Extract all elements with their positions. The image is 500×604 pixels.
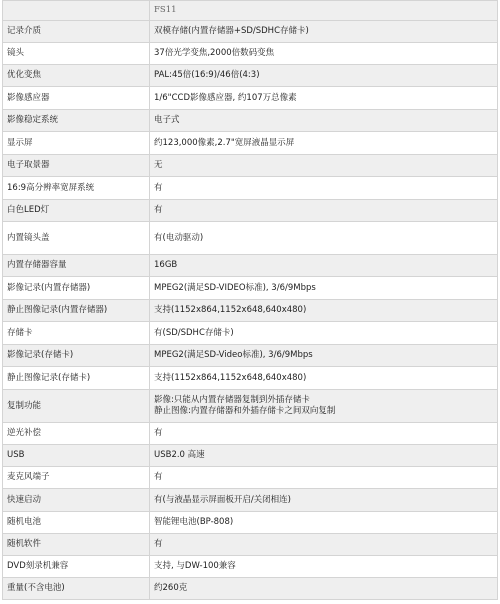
spec-value-line: 支持, 与DW-100兼容: [154, 561, 236, 571]
spec-value: [150, 578, 498, 600]
spec-value: [150, 300, 498, 322]
spec-value-line: 16GB: [154, 260, 178, 270]
spec-value: [150, 277, 498, 300]
spec-value: [150, 222, 498, 255]
spec-value-line: 有: [154, 428, 163, 438]
spec-value: [150, 21, 498, 43]
spec-row: [3, 578, 498, 600]
spec-value-line: 无: [154, 160, 163, 170]
spec-row: [3, 65, 498, 87]
spec-label: 影像记录(存储卡): [3, 345, 150, 367]
spec-row: [3, 21, 498, 43]
spec-row: [3, 177, 498, 200]
spec-value-line: 有: [154, 539, 163, 549]
spec-value-line: 电子式: [154, 115, 180, 125]
spec-value-line: 有(SD/SDHC存储卡): [154, 327, 234, 338]
spec-value: [150, 200, 498, 222]
spec-value-line: USB2.0 高速: [154, 450, 205, 460]
spec-label: USB: [3, 445, 150, 467]
spec-row: [3, 110, 498, 132]
spec-label: 优化变焦: [3, 65, 150, 87]
spec-value-line: MPEG2(满足SD-Video标准), 3/6/9Mbps: [154, 350, 313, 360]
spec-row: [3, 512, 498, 534]
spec-value: [150, 423, 498, 445]
spec-row: [3, 556, 498, 578]
spec-value: [150, 345, 498, 367]
spec-value: [150, 367, 498, 390]
spec-row: [3, 423, 498, 445]
spec-value: [150, 255, 498, 277]
spec-value: [150, 65, 498, 87]
spec-label: 快速启动: [3, 489, 150, 512]
spec-label: 静止图像记录(存储卡): [3, 367, 150, 390]
spec-value: [150, 390, 498, 423]
spec-label: DVD刻录机兼容: [3, 556, 150, 578]
spec-value-line: 有: [154, 182, 163, 193]
spec-value-line: MPEG2(满足SD-VIDEO标准), 3/6/9Mbps: [154, 282, 316, 293]
spec-table: [2, 0, 498, 600]
spec-row: [3, 390, 498, 423]
spec-value-line: 智能锂电池(BP-808): [154, 517, 234, 527]
spec-value: [150, 87, 498, 110]
spec-value-line: 1/6"CCD影像感应器, 约107万总像素: [154, 92, 297, 103]
spec-label: 16:9高分辨率宽屏系统: [3, 177, 150, 200]
spec-label: 电子取景器: [3, 155, 150, 177]
spec-row: [3, 255, 498, 277]
spec-row: [3, 345, 498, 367]
spec-value: [150, 43, 498, 65]
spec-row: [3, 367, 498, 390]
spec-value: [150, 534, 498, 556]
spec-value-line: 支持(1152x864,1152x648,640x480): [154, 305, 307, 315]
spec-value: [150, 467, 498, 489]
spec-value-line: 双模存储(内置存储器+SD/SDHC存储卡): [154, 26, 309, 36]
spec-value: [150, 322, 498, 345]
spec-value: [150, 489, 498, 512]
spec-row: [3, 277, 498, 300]
spec-value-line: 有(电动驱动): [154, 232, 204, 243]
model-name: FS11: [150, 1, 498, 21]
spec-value: [150, 445, 498, 467]
spec-row: [3, 467, 498, 489]
spec-value-line: 有(与液晶显示屏面板开启/关闭相连): [154, 494, 291, 505]
spec-row: [3, 200, 498, 222]
spec-label: 内置镜头盖: [3, 222, 150, 255]
spec-label: 存储卡: [3, 322, 150, 345]
spec-value-line: 影像:只能从内置存储器复制到外插存储卡: [154, 395, 310, 405]
spec-label: 随机软件: [3, 534, 150, 556]
spec-label: 复制功能: [3, 390, 150, 423]
spec-label: 白色LED灯: [3, 200, 150, 222]
spec-row: [3, 534, 498, 556]
spec-value: [150, 177, 498, 200]
spec-row: [3, 222, 498, 255]
spec-value-line: 有: [154, 205, 163, 215]
spec-value: [150, 512, 498, 534]
spec-label: 麦克风端子: [3, 467, 150, 489]
spec-label: 内置存储器容量: [3, 255, 150, 277]
spec-label: 镜头: [3, 43, 150, 65]
spec-label: 重量(不含电池): [3, 578, 150, 600]
spec-value-line: PAL:45倍(16:9)/46倍(4:3): [154, 70, 260, 80]
spec-value: [150, 155, 498, 177]
spec-value-line: 静止图像:内置存储器和外插存储卡之间双向复制: [154, 406, 336, 416]
spec-value-line: 约123,000像素,2.7"宽屏液晶显示屏: [154, 137, 295, 148]
spec-label: 显示屏: [3, 132, 150, 155]
spec-value: [150, 132, 498, 155]
spec-value-line: 37倍光学变焦,2000倍数码变焦: [154, 48, 275, 58]
spec-label: 影像记录(内置存储器): [3, 277, 150, 300]
spec-value: [150, 110, 498, 132]
spec-row: [3, 132, 498, 155]
spec-row: [3, 300, 498, 322]
spec-row: [3, 489, 498, 512]
spec-label: 记录介质: [3, 21, 150, 43]
spec-row: [3, 87, 498, 110]
spec-row: [3, 322, 498, 345]
spec-value-line: 支持(1152x864,1152x648,640x480): [154, 372, 307, 383]
spec-value-line: 有: [154, 472, 163, 482]
spec-label: 静止图像记录(内置存储器): [3, 300, 150, 322]
spec-label: 随机电池: [3, 512, 150, 534]
spec-row: [3, 445, 498, 467]
spec-value-line: 约260克: [154, 583, 188, 593]
spec-label: 影像稳定系统: [3, 110, 150, 132]
table-header-row: [3, 1, 498, 21]
spec-label: 影像感应器: [3, 87, 150, 110]
spec-row: [3, 43, 498, 65]
spec-label: 逆光补偿: [3, 423, 150, 445]
header-blank-cell: [3, 1, 150, 21]
spec-row: [3, 155, 498, 177]
spec-value: [150, 556, 498, 578]
